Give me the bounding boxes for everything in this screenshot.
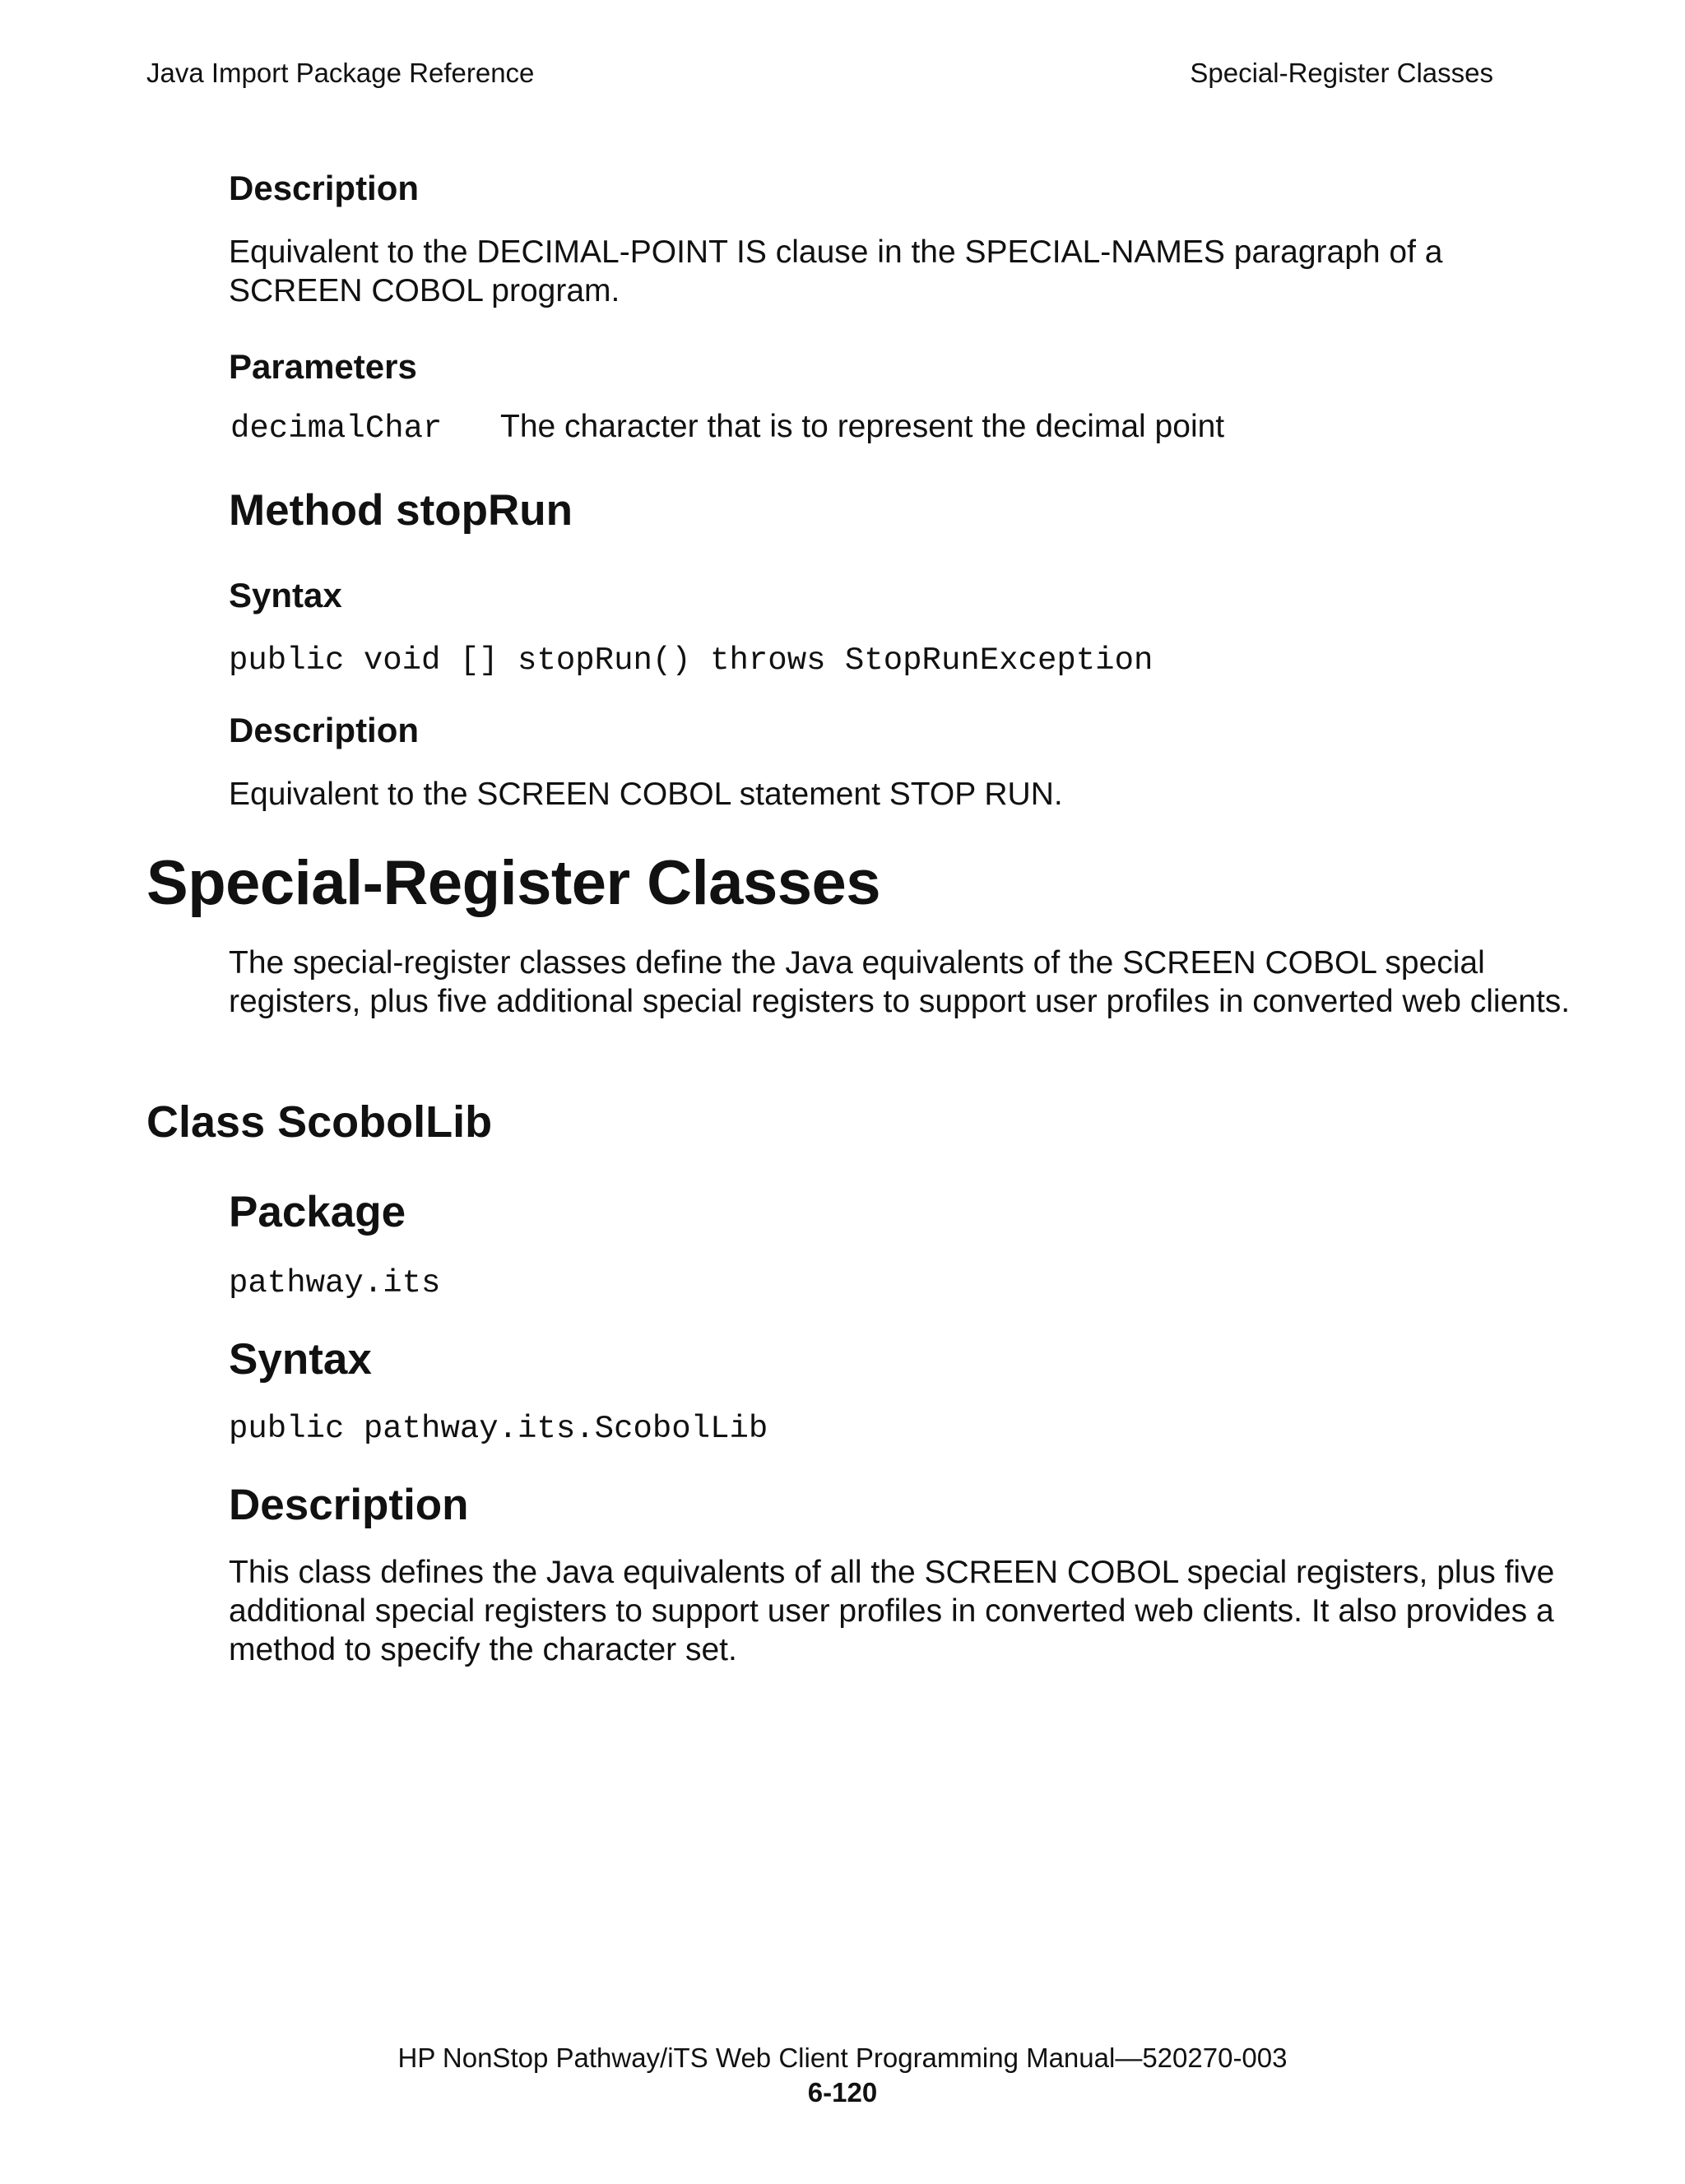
description-heading: Description	[229, 169, 420, 207]
parameter-name: decimalChar	[230, 410, 443, 447]
stoprun-description-text: Equivalent to the SCREEN COBOL statement STOP RUN.	[229, 777, 1063, 812]
chapter-intro: The special-register classes define the Java equivalents of the SCREEN COBOL special registers, plus five additional special registers to support user profiles in converted web clients.	[229, 945, 1571, 1019]
class-syntax-code: public pathway.its.ScobolLib	[229, 1411, 768, 1447]
stoprun-syntax-code: public void [] stopRun() throws StopRunException	[229, 642, 1154, 679]
class-description-heading: Description	[229, 1481, 469, 1529]
method-stoprun-title: Method stopRun	[229, 486, 573, 535]
running-header-left: Java Import Package Reference	[146, 58, 535, 88]
package-heading: Package	[229, 1188, 406, 1236]
class-syntax-heading: Syntax	[229, 1335, 372, 1384]
parameters-heading: Parameters	[229, 347, 417, 386]
running-header-right: Special-Register Classes	[1190, 58, 1493, 88]
footer-manual-title: HP NonStop Pathway/iTS Web Client Programming Manual—520270-003	[397, 2043, 1288, 2073]
parameter-row	[230, 409, 1224, 447]
description-text: Equivalent to the DECIMAL-POINT IS clause in the SPECIAL-NAMES paragraph of a SCREEN COBOL program.	[229, 234, 1443, 308]
parameter-description: The character that is to represent the decimal point	[500, 409, 1225, 444]
stoprun-description-heading: Description	[229, 711, 420, 749]
stoprun-syntax-heading: Syntax	[229, 576, 342, 614]
package-code: pathway.its	[229, 1265, 441, 1301]
chapter-title: Special-Register Classes	[146, 848, 881, 918]
class-description-text: This class defines the Java equivalents of all the SCREEN COBOL special registers, plus five additional special registers to support user profiles in converted web clients. It also provides a method to specify the character set.	[229, 1555, 1555, 1667]
class-title: Class ScobolLib	[146, 1097, 493, 1147]
footer-page-number: 6-120	[807, 2077, 878, 2107]
